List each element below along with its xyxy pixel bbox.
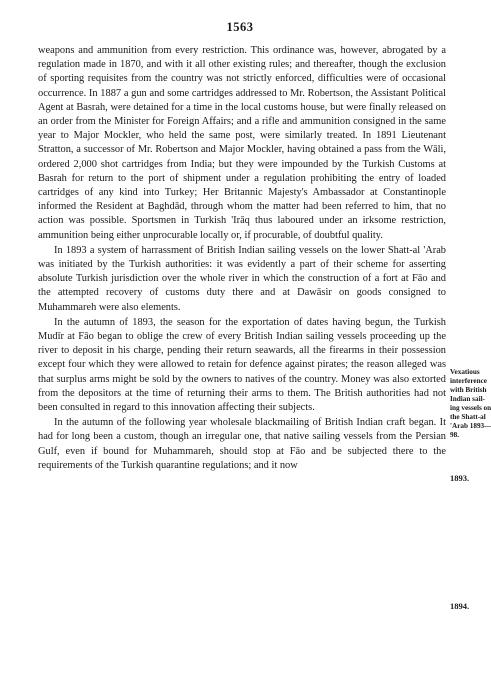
sidenote-line: Vexatious: [450, 368, 480, 376]
page-number: 1563: [226, 20, 254, 34]
sidenote-year-1893: 1893.: [450, 473, 470, 483]
sidenote-vexations: [450, 368, 491, 440]
sidenote-line: the Shatt-al: [450, 413, 486, 421]
sidenote-line: interference: [450, 377, 487, 385]
paragraph-1: weapons and ammunition from every restriction. This ordinance was, however, abrogated by a regulation made in 1870, and with it all other existing rules; and thereafter, though the exclusion of sporting requisites from the country was not strictly enforced, difficulties were of occasional occurrence. In 1887 a gun and some cartridges addressed to Mr. Robertson, the Assistant Political Agent at Basrah, were detained for a time in the local customs house, but were finally released on an order from the Minister for Foreign Affairs; and a rifle and ammunition consigned in the same year to Major Mockler, who held the same post, were similarly treated. In 1891 Lieutenant Stratton, a successor of Mr. Robertson and Major Mockler, having obtained a pass from the Wāli, ordered 2,000 shot cartridges from India; but they were impounded by the Turkish Customs at Basrah for return to the port of shipment under a regulation prohibiting the entry of loaded cartridges of any kind into Turkey; Her Britannic Majesty's Ambassador at Constantinople informed the Resident at Baghdād, through whom the matter had been referred to him, that no action was possible. Sportsmen in Turkish 'Irāq thus laboured under an irksome restriction, ammunition being either unprocurable locally or, if procurable, of doubtful quality.: [38, 45, 446, 241]
body-text: [38, 44, 446, 474]
sidenote-line: 98.: [450, 431, 459, 439]
sidenote-line: with British: [450, 386, 487, 394]
paragraph-2: In 1893 a system of harrassment of British Indian sailing vessels on the lower Shatt-al 'Arab was initiated by the Turkish authorities: it was evidently a part of their scheme for asserting absolute Turkish jurisdiction over the whole river in which the construction of a fort at Fāo and the attempted recovery of customs duty there and at Dawāsir on goods consigned to Muhammareh were also elements.: [38, 244, 446, 313]
sidenote-line: ing vessels on: [450, 404, 491, 412]
paragraph-4: In the autumn of the following year wholesale blackmailing of British Indian craft began. It had for long been a custom, though an irregular one, that native sailing vessels from the Persian Gulf, even if bound for Muhammareh, should stop at Fāo and be subjected there to the requirements of the Turkish quarantine regulations; and it now: [38, 417, 446, 471]
sidenote-line: Indian sail-: [450, 395, 485, 403]
paragraph-3: In the autumn of 1893, the season for the exportation of dates having begun, the Turkish Mudīr at Fāo began to oblige the crew of every British Indian sailing vessels proceeding up the river to deposit in his charge, pending their return seawards, all the firearms in their possession except four which they were allowed to retain for defence against pirates; the reason alleged was that surplus arms might be sold by the owners to natives of the country. Money was also extorted from the depositors at the time of returning their arms to them. The British authorities had not been consulted in regard to this innovation affecting their subjects.: [38, 316, 446, 414]
sidenote-year-1894: 1894.: [450, 601, 470, 611]
sidenote-line: 'Arab 1893—: [450, 422, 491, 430]
